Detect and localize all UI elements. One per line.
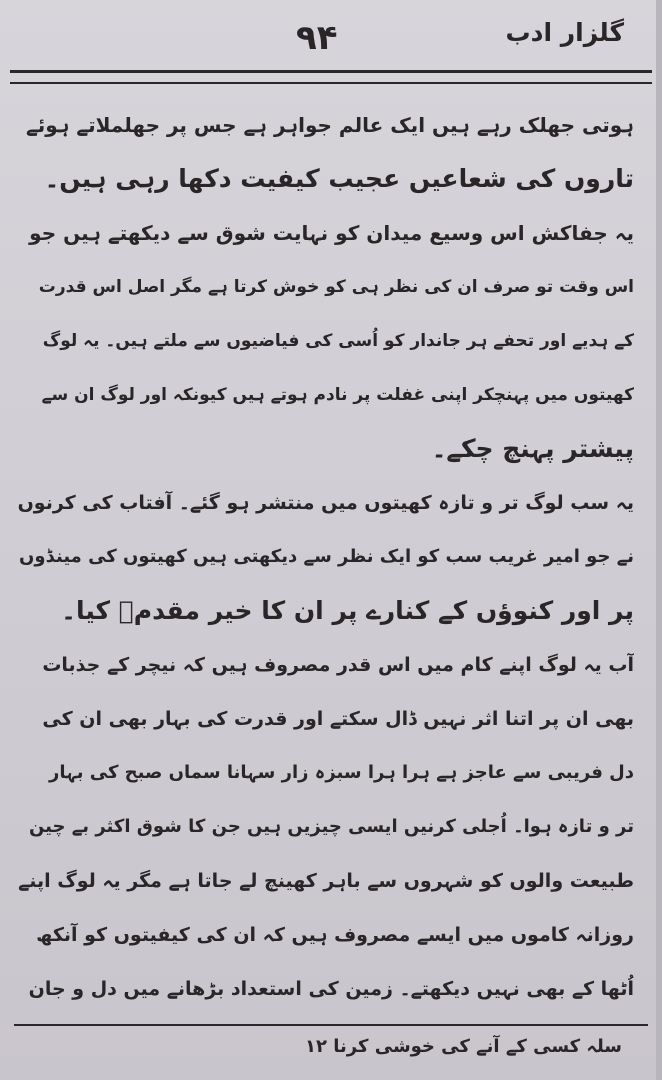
text-line-7: پیشتر پہنچ چکے۔ — [431, 434, 634, 463]
body-text — [18, 98, 634, 1016]
text-line-15: طبیعت والوں کو شہروں سے باہر کھینچ لے جاتا ہے مگر یہ لوگ اپنے — [18, 870, 634, 892]
footnote-rule — [14, 1024, 648, 1026]
text-line-5: کے ہدیے اور تحفے ہر جاندار کو اُسی کی فیاضیوں سے ملتے ہیں۔ یہ لوگ — [42, 331, 634, 351]
text-line-10: پر اور کنوؤں کے کنارے پر ان کا خیر مقدمؔ کیا۔ — [61, 596, 634, 625]
text-line-13: دل فریبی سے عاجز ہے ہرا ہرا سبزہ زار سہانا سماں صبح کی بہار — [49, 762, 634, 783]
text-line-1: ہوتی جھلک رہے ہیں ایک عالم جواہر ہے جس پر جھلملاتے ہوئے — [25, 113, 634, 137]
text-line-3: یہ جفاکش اس وسیع میدان کو نہایت شوق سے دیکھتے ہیں جو — [29, 221, 634, 245]
text-line-17: اُٹھا کے بھی نہیں دیکھتے۔ زمین کی استعداد بڑھانے میں دل و جان — [28, 978, 634, 1000]
page-number: ۹۴ — [296, 18, 338, 58]
text-line-4: اس وقت تو صرف ان کی نظر ہی کو خوش کرتا ہے مگر اصل اس قدرت — [38, 277, 634, 297]
text-line-6: کھیتوں میں پہنچکر اپنی غفلت پر نادم ہوتے ہیں کیونکہ اور لوگ ان سے — [41, 385, 634, 405]
text-line-8: یہ سب لوگ تر و تازہ کھیتوں میں منتشر ہو گئے۔ آفتاب کی کرنوں — [18, 492, 634, 514]
footnote: سلہ کسی کے آنے کی خوشی کرنا ۱۲ — [305, 1036, 622, 1057]
text-line-2: تاروں کی شعاعیں عجیب کیفیت دکھا رہی ہیں۔ — [44, 164, 634, 193]
text-line-14: تر و تازہ ہوا۔ اُجلی کرنیں ایسی چیزیں ہیں جن کا شوق اکثر بے چین — [28, 816, 634, 837]
text-line-9: نے جو امیر غریب سب کو ایک نظر سے دیکھتی ہیں کھیتوں کی مینڈوں — [19, 546, 634, 567]
text-line-12: بھی ان پر اتنا اثر نہیں ڈال سکتے اور قدرت کی بہار بھی ان کی — [42, 708, 634, 730]
running-title: گلزار ادب — [505, 18, 624, 47]
text-line-16: روزانہ کاموں میں ایسے مصروف ہیں کہ ان کی کیفیتوں کو آنکھ — [36, 924, 634, 946]
header-double-rule — [10, 70, 652, 84]
text-line-11: آب یہ لوگ اپنے کام میں اس قدر مصروف ہیں کہ نیچر کے جذبات — [42, 654, 634, 676]
page-edge-shadow — [656, 0, 662, 1080]
page-header — [0, 18, 662, 64]
